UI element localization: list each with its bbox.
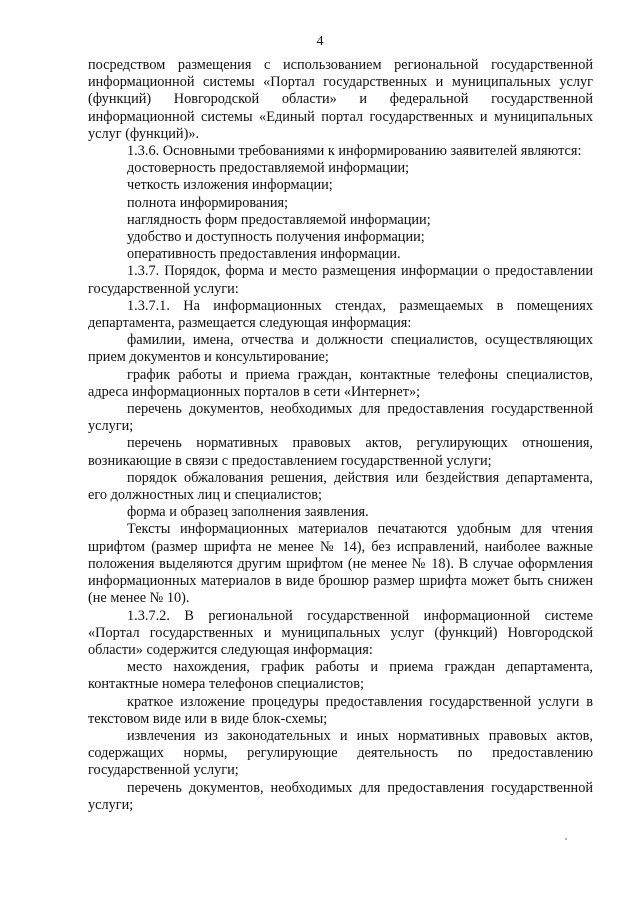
document-body: [88, 57, 593, 814]
stand-info-item: график работы и приема граждан, контактные телефоны специалистов, адреса информационных порталов в сети «Интернет»;: [88, 366, 593, 400]
requirement-item: наглядность форм предоставляемой информации;: [127, 211, 431, 228]
page-number: 4: [316, 34, 324, 49]
paragraph-1-3-6: 1.3.6. Основными требованиями к информированию заявителей являются:: [127, 143, 582, 160]
paragraph-1-3-7: 1.3.7. Порядок, форма и место размещения информации о предоставлении государственной услуги:: [88, 263, 593, 297]
stand-info-item: форма и образец заполнения заявления.: [127, 504, 369, 521]
requirement-item: удобство и доступность получения информации;: [127, 229, 425, 246]
stand-info-item: перечень нормативных правовых актов, регулирующих отношения, возникающие в связи с предоставлением государственной услуги;: [88, 435, 593, 469]
portal-info-item: извлечения из законодательных и иных нормативных правовых актов, содержащих нормы, регулирующие деятельность по предоставлению государственной услуги;: [88, 727, 593, 779]
requirement-item: оперативность предоставления информации.: [127, 246, 401, 263]
paragraph-1-3-7-2: 1.3.7.2. В региональной государственной информационной системе «Портал государственных и муниципальных услуг (функций) Новгородской области» содержится следующая информация:: [88, 607, 593, 658]
stand-info-item: перечень документов, необходимых для предоставления государственной услуги;: [88, 401, 593, 435]
requirement-item: достоверность предоставляемой информации;: [127, 160, 410, 177]
scan-speck: [565, 838, 567, 840]
portal-info-item: перечень документов, необходимых для предоставления государственной услуги;: [88, 779, 593, 813]
requirement-item: полнота информирования;: [127, 194, 289, 211]
paragraph-1-3-7-1: 1.3.7.1. На информационных стендах, размещаемых в помещениях департамента, размещается следующая информация:: [88, 297, 593, 332]
portal-info-item: краткое изложение процедуры предоставления государственной услуги в текстовом виде или в виде блок-схемы;: [88, 693, 593, 727]
portal-info-item: место нахождения, график работы и приема граждан департамента, контактные номера телефонов специалистов;: [88, 659, 593, 693]
paragraph-continuation: посредством размещения с использованием региональной государственной информационной системы «Портал государственных и муниципальных услуг (функций) Новгородской области» и федеральной государственной информационной системы «Единый портал государственных и муниципальных услуг (функций)».: [88, 57, 593, 142]
paragraph-font-requirements: Тексты информационных материалов печатаются удобным для чтения шрифтом (размер шрифта не менее № 14), без исправлений, наиболее важные положения выделяются другим шрифтом (не менее № 18). В случае оформления информационных материалов в виде брошюр размер шрифта может быть снижен (не менее № 10).: [88, 521, 593, 607]
stand-info-item: фамилии, имена, отчества и должности специалистов, осуществляющих прием документов и консультирование;: [88, 332, 593, 366]
stand-info-item: порядок обжалования решения, действия или бездействия департамента, его должностных лиц и специалистов;: [88, 469, 593, 504]
requirement-item: четкость изложения информации;: [127, 177, 333, 194]
